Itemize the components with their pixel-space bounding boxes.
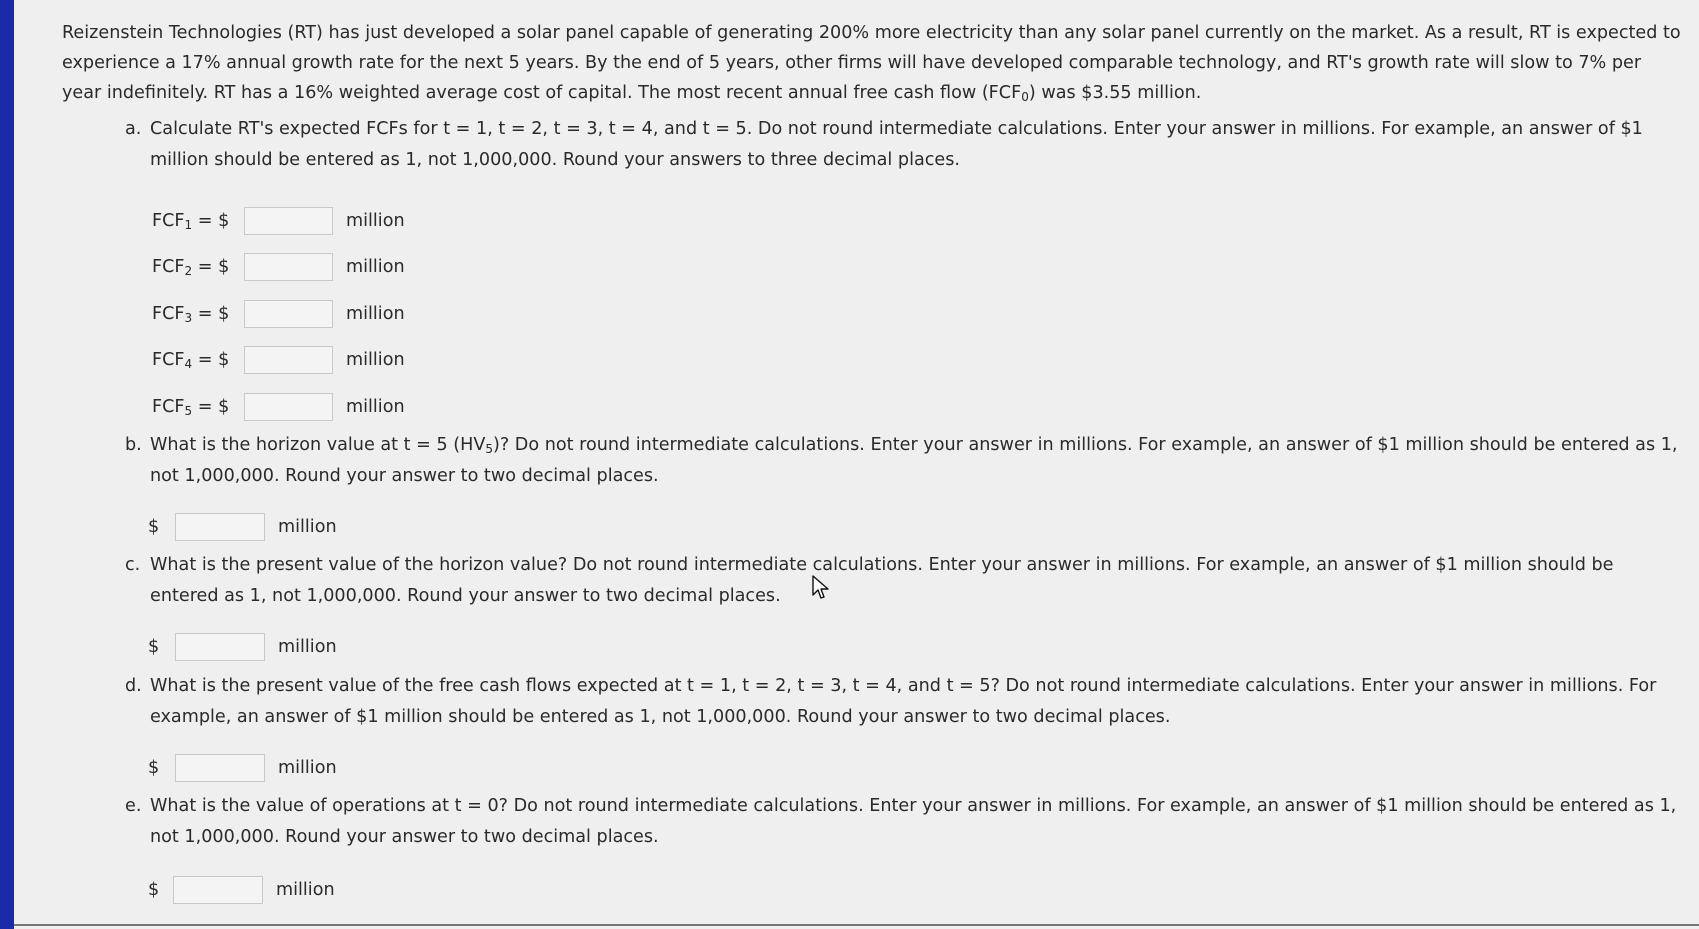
problem-text: Reizenstein Technologies (RT) has just developed a solar panel capable of generating 200% more electricity than any solar panel currently on the market. As a result, RT is expected to experience a 17% annual growth rate for the next 5 years. By the end of 5 years, other firms will have developed comparable technology, and RT's growth rate will slow to 7% per year indefinitely. RT has a 16% weighted average cost of capital. The most recent annual free cash flow (FCF [62,23,1681,103]
question-e [125,791,1685,853]
fcf1-row [152,206,229,236]
question-c-unit: million [278,637,337,657]
fcf2-label: $FCF_2$ = $ [152,257,230,278]
question-b-text: What is the horizon value at t = 5 $(HV_5)$? Do not round intermediate calculations. Enter your answer in millions. For example, an answer of $1 million should be entered as 1, not 1,000,000. Round your answer to two decimal places. [150,435,1678,486]
question-b-unit: million [278,517,337,537]
question-c-text: What is the present value of the horizon value? Do not round intermediate calculations. Enter your answer in millions. For example, an answer of $1 million should be entered as 1, not 1,000,000. Round your answer to two decimal places. [150,555,1614,606]
question-e-text: What is the value of operations at t = 0? Do not round intermediate calculations. Enter your answer in millions. For example, an answer of $1 million should be entered as 1, not 1,000,000. Round your answer to two decimal places. [150,796,1677,847]
fcf2-unit: million [346,257,405,277]
fcf5-unit: million [346,397,405,417]
question-c-letter: c. [125,555,141,575]
question-d-letter: d. [125,676,142,696]
fcf5-input[interactable] [244,393,333,421]
left-accent-bar [0,0,14,929]
fcf3-row [152,299,229,329]
problem-subscript: 0 [1021,90,1029,104]
bottom-divider [14,924,1699,926]
question-a-text: Calculate RT's expected FCFs for t = 1, t = 2, t = 3, t = 4, and t = 5. Do not round intermediate calculations. Enter your answer in millions. For example, an answer of $1 million should be entered as 1, not 1,000,000. Round your answers to three decimal places. [150,119,1643,170]
problem-text-end: ) was $3.55 million. [1028,83,1202,103]
question-c [125,550,1685,612]
value-operations-input[interactable] [173,876,263,904]
question-a-letter: a. [125,119,142,139]
fcf1-label: $FCF_1$ = $ [152,211,230,232]
pv-fcf-input[interactable] [175,754,265,782]
question-b-currency: $ [148,517,160,537]
question-e-currency: $ [148,880,160,900]
problem-statement [62,18,1682,108]
fcf5-row [152,392,229,422]
question-c-currency: $ [148,637,160,657]
fcf1-input[interactable] [244,207,333,235]
pv-horizon-input[interactable] [175,633,265,661]
fcf1-unit: million [346,211,405,231]
question-d-text: What is the present value of the free cash flows expected at t = 1, t = 2, t = 3, t = 4, and t = 5? Do not round intermediate calculations. Enter your answer in millions. For example, an answer of $1 million should be entered as 1, not 1,000,000. Round your answer to two decimal places. [150,676,1657,727]
fcf4-unit: million [346,350,405,370]
fcf3-input[interactable] [244,300,333,328]
question-d [125,671,1685,733]
fcf2-row [152,252,229,282]
fcf4-label: $FCF_4$ = $ [152,350,230,371]
question-a [125,114,1685,176]
fcf3-unit: million [346,304,405,324]
question-e-unit: million [276,880,335,900]
fcf3-label: $FCF_3$ = $ [152,304,230,325]
fcf2-input[interactable] [244,253,333,281]
fcf5-label: $FCF_5$ = $ [152,397,230,418]
fcf4-input[interactable] [244,346,333,374]
question-b [125,430,1685,492]
horizon-value-input[interactable] [175,513,265,541]
question-d-unit: million [278,758,337,778]
fcf4-row [152,345,229,375]
question-d-currency: $ [148,758,160,778]
mouse-pointer-icon [812,575,832,603]
question-e-letter: e. [125,796,142,816]
question-b-letter: b. [125,435,142,455]
